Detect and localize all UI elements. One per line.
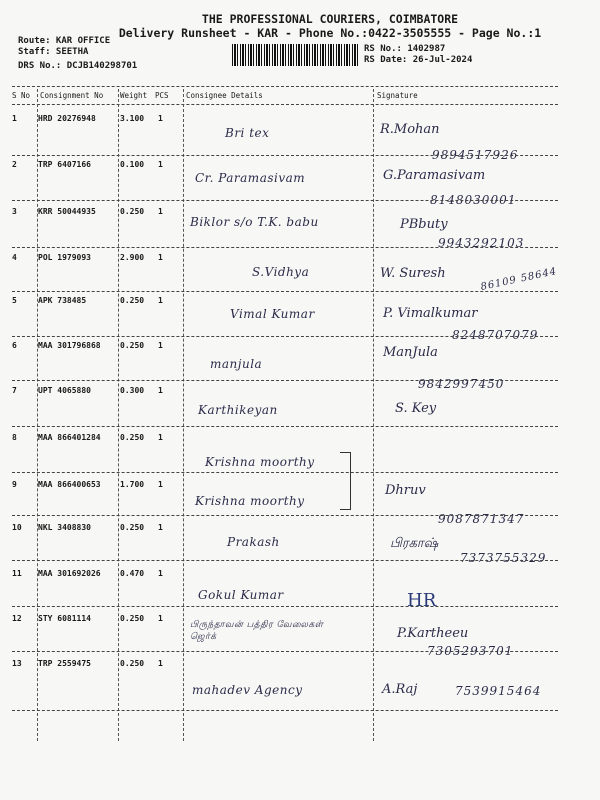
row-pcs: 1 <box>158 114 163 123</box>
row-sno: 1 <box>12 114 17 123</box>
recipient-signature: Dhruv <box>385 483 426 498</box>
recipient-phone: 9087871347 <box>438 512 525 526</box>
consignee-name: Biklor s/o T.K. babu <box>190 215 319 229</box>
row-wt: 0.250 <box>120 341 145 350</box>
row-divider <box>12 426 558 427</box>
recipient-signature: S. Key <box>395 401 437 416</box>
row-sno: 11 <box>12 569 22 578</box>
row-wt: 0.470 <box>120 569 145 578</box>
column-divider <box>37 89 38 741</box>
row-cn: MAA 866401284 <box>38 433 101 442</box>
row-cn: UPT 4065880 <box>38 386 91 395</box>
row-cn: NKL 3408830 <box>38 523 91 532</box>
row-cn: MAA 301692026 <box>38 569 101 578</box>
consignee-name: S.Vidhya <box>252 265 310 279</box>
row-divider <box>12 155 558 156</box>
row-divider <box>12 380 558 381</box>
recipient-phone: 8148030001 <box>430 193 517 207</box>
rs-date: RS Date: 26-Jul-2024 <box>364 55 473 65</box>
row-divider <box>12 200 558 201</box>
row-divider <box>12 651 558 652</box>
row-wt: 3.100 <box>120 114 145 123</box>
col-sno: S No <box>12 91 31 100</box>
row-wt: 0.250 <box>120 433 145 442</box>
row-divider <box>12 247 558 248</box>
consignee-name: Vimal Kumar <box>230 307 315 321</box>
col-weight: Weight <box>120 91 148 100</box>
recipient-phone: 7305293701 <box>427 644 514 658</box>
row-divider <box>12 710 558 711</box>
row-sno: 10 <box>12 523 22 532</box>
consignee-name: manjula <box>210 357 263 371</box>
column-divider <box>118 89 119 741</box>
row-pcs: 1 <box>158 614 163 623</box>
row-divider <box>12 291 558 292</box>
recipient-signature: ManJula <box>383 345 438 360</box>
recipient-phone: 7539915464 <box>455 684 542 698</box>
row-sno: 7 <box>12 386 17 395</box>
row-cn: KRR 50044935 <box>38 207 96 216</box>
consignee-name: Prakash <box>227 535 280 549</box>
row-wt: 0.100 <box>120 160 145 169</box>
row-cn: TRP 6407166 <box>38 160 91 169</box>
consignee-name: Krishna moorthy <box>195 494 305 508</box>
col-consignment: Consignment No <box>40 91 104 100</box>
consignee-name: பிருந்தாவன் பத்திர வேலைகள் ஜெர்க் <box>190 620 324 642</box>
row-pcs: 1 <box>158 480 163 489</box>
row-cn: TRP 2559475 <box>38 659 91 668</box>
recipient-phone: 9943292103 <box>438 236 525 250</box>
row-divider <box>12 336 558 337</box>
row-cn: MAA 866400653 <box>38 480 101 489</box>
row-wt: 0.250 <box>120 614 145 623</box>
row-sno: 13 <box>12 659 22 668</box>
row-divider <box>12 606 558 607</box>
row-pcs: 1 <box>158 659 163 668</box>
row-sno: 2 <box>12 160 17 169</box>
recipient-signature: W. Suresh <box>380 266 446 281</box>
recipient-phone: 8248707079 <box>452 328 539 342</box>
row-pcs: 1 <box>158 433 163 442</box>
recipient-phone: 9842997450 <box>418 377 505 391</box>
column-header-divider <box>12 104 558 105</box>
row-pcs: 1 <box>158 386 163 395</box>
recipient-phone: 86109 58644 <box>479 266 559 293</box>
col-consignee: Consignee Details <box>186 91 263 100</box>
route-label: Route: KAR OFFICE <box>18 36 111 46</box>
row-pcs: 1 <box>158 160 163 169</box>
consignee-name: Karthikeyan <box>198 403 278 417</box>
recipient-signature: HR <box>407 590 437 611</box>
recipient-signature: A.Raj <box>382 682 418 697</box>
row-divider <box>12 560 558 561</box>
row-sno: 8 <box>12 433 17 442</box>
drs-number: DRS No.: DCJB140298701 <box>18 61 138 71</box>
row-cn: STY 6081114 <box>38 614 91 623</box>
company-name: THE PROFESSIONAL COURIERS, COIMBATORE <box>201 12 459 26</box>
row-pcs: 1 <box>158 253 163 262</box>
recipient-signature: G.Paramasivam <box>383 168 486 183</box>
recipient-signature: P. Vimalkumar <box>383 306 478 321</box>
consignee-name: Krishna moorthy <box>205 455 315 469</box>
row-sno: 3 <box>12 207 17 216</box>
row-divider <box>12 472 558 473</box>
row-cn: APK 738485 <box>38 296 87 305</box>
row-pcs: 1 <box>158 341 163 350</box>
staff-label: Staff: SEETHA <box>18 47 89 57</box>
row-sno: 5 <box>12 296 17 305</box>
recipient-phone: 9894517926 <box>432 148 519 162</box>
row-wt: 0.250 <box>120 523 145 532</box>
row-wt: 2.900 <box>120 253 145 262</box>
row-wt: 0.250 <box>120 207 145 216</box>
header-divider <box>12 86 558 87</box>
row-wt: 1.700 <box>120 480 145 489</box>
column-divider <box>183 89 184 741</box>
row-sno: 4 <box>12 253 17 262</box>
row-divider <box>12 515 558 516</box>
col-signature: Signature <box>377 91 418 100</box>
recipient-signature: P.Kartheeu <box>397 626 469 641</box>
row-pcs: 1 <box>158 569 163 578</box>
recipient-signature: PBbuty <box>400 217 448 232</box>
col-pcs: PCS <box>155 91 169 100</box>
row-cn: HRD 20276948 <box>38 114 96 123</box>
row-wt: 0.250 <box>120 296 145 305</box>
row-sno: 12 <box>12 614 22 623</box>
row-sno: 9 <box>12 480 17 489</box>
consignee-bracket <box>340 452 351 510</box>
row-pcs: 1 <box>158 296 163 305</box>
barcode <box>232 44 360 66</box>
consignee-name: Bri tex <box>225 126 270 140</box>
recipient-signature: பிரகாஷ் <box>390 536 439 551</box>
consignee-name: mahadev Agency <box>192 683 303 697</box>
row-pcs: 1 <box>158 207 163 216</box>
row-wt: 0.300 <box>120 386 145 395</box>
row-wt: 0.250 <box>120 659 145 668</box>
row-cn: MAA 301796868 <box>38 341 101 350</box>
recipient-phone: 7373755329 <box>460 551 547 565</box>
runsheet-title: Delivery Runsheet - KAR - Phone No.:0422-3505555 - Page No.:1 <box>118 26 542 40</box>
recipient-signature: R.Mohan <box>380 122 440 137</box>
consignee-name: Cr. Paramasivam <box>195 171 306 185</box>
row-cn: POL 1979093 <box>38 253 91 262</box>
rs-number: RS No.: 1402987 <box>364 44 446 54</box>
column-divider <box>373 89 374 741</box>
row-pcs: 1 <box>158 523 163 532</box>
consignee-name: Gokul Kumar <box>198 588 284 602</box>
row-sno: 6 <box>12 341 17 350</box>
